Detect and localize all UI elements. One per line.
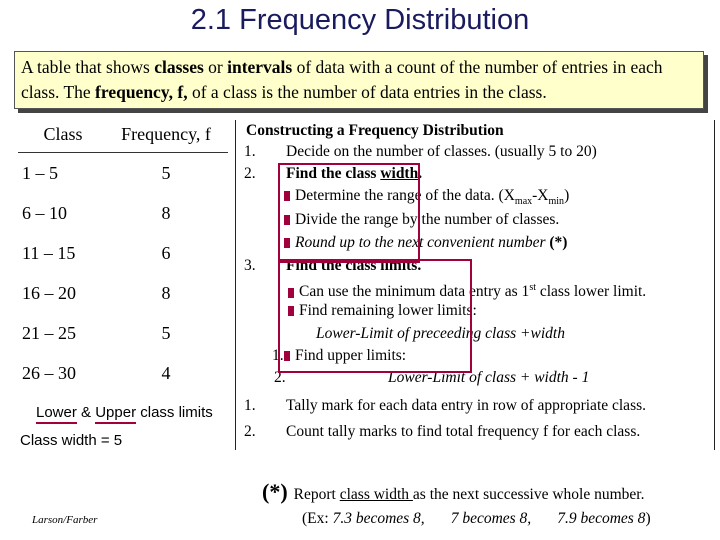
step-2-bullet-2 [284,210,559,230]
class-limits-note [36,404,213,421]
steps-heading: Constructing a Frequency Distribution [246,122,504,139]
step-2-width: width [380,165,419,182]
header-frequency: Frequency, f [104,116,228,153]
upper-limit-item [284,346,406,366]
steps-panel [235,120,715,450]
definition-intervals: intervals [227,57,293,77]
bullet-text: Find remaining lower limits: [299,302,477,319]
square-bullet-icon [284,238,290,248]
definition-text-1: A table that shows [21,57,155,77]
bullet-sub-min: min [548,196,565,208]
step-4-text: Tally mark for each data entry in row of appropriate class. [286,397,647,414]
frequency-cell: 5 [161,162,171,183]
step-2-c: . [418,165,423,182]
class-cell: 21 – 25 [22,322,76,343]
step-number: 2. [244,165,256,182]
square-bullet-icon [284,215,290,225]
definition-frequency: frequency, f, [95,82,188,102]
bullet-text: Divide the range by the number of classes. [295,211,560,228]
upper-label: Upper [95,404,136,424]
upper-limit-formula: Lower-Limit of class + width - 1 [388,369,590,386]
frequency-cell: 5 [161,322,171,343]
step-3-text: Find the class limits. [286,257,422,274]
page-title: 2.1 Frequency Distribution [190,4,530,36]
class-cell: 6 – 10 [22,202,67,223]
header-class: Class [18,116,104,153]
bullet-text: Find upper limits: [295,347,407,364]
step-2-bullet-3 [284,233,567,253]
table-row [18,313,228,353]
author-credit: Larson/Farber [32,514,98,526]
table-row [18,153,228,194]
step-2-a: Find the class [286,165,381,182]
bullet-text-a: Determine the range of the data. (X [295,187,515,204]
class-cell: 1 – 5 [22,162,58,183]
bullet-text-b: class lower limit. [535,283,647,301]
frequency-cell: 8 [161,282,171,303]
class-width-note: Class width = 5 [20,432,123,449]
step-3-bullet-2 [288,301,477,321]
step-number: 1. [244,397,256,414]
lower-label: Lower [36,404,77,424]
sub-number: 1. [272,347,284,364]
footnote-line-2 [302,510,651,528]
footnote-ex: (Ex: [302,510,333,527]
definition-classes: classes [154,57,204,77]
step-1-text: Decide on the number of classes. (usually 5 to 20) [286,143,597,160]
example-1: 7.3 becomes 8, [332,510,425,527]
bullet-text-c: ) [564,187,570,204]
sub-number: 2. [274,369,286,386]
step-2-text [286,164,422,184]
definition-text-4: of a class is the number of data entries in the class. [187,82,547,102]
definition-text-3: of data with a count of the number of entries in each class. The [21,57,663,102]
frequency-cell: 6 [161,242,171,263]
footnote-line-1 [262,479,644,505]
class-cell: 11 – 15 [22,242,76,263]
square-bullet-icon [284,351,290,361]
step-number: 1. [244,143,256,160]
bullet-sub-max: max [514,196,533,208]
square-bullet-icon [288,288,294,298]
example-2: 7 becomes 8, [450,510,532,527]
frequency-cell: 4 [161,362,171,383]
frequency-cell: 8 [161,202,171,223]
bullet-sup: st [529,282,536,293]
step-5-text: Count tally marks to find total frequency f for each class. [286,423,641,440]
amp-label: & [76,404,96,421]
footnote-a: Report [293,486,340,503]
definition-text-2: or [203,57,228,77]
table-row [18,193,228,233]
definition-box [14,51,704,109]
square-bullet-icon [288,306,294,316]
bullet-text: Round up to the next convenient number [295,234,550,251]
square-bullet-icon [284,191,290,201]
table-row [18,233,228,273]
footnote-close: ) [645,510,651,527]
bullet-text-a: Can use the minimum data entry as 1 [299,283,530,301]
asterisk-ref: (*) [549,234,568,251]
step-number: 2. [244,423,256,440]
table-header-row [18,116,228,153]
step-3-bullet-1 [288,278,646,302]
footnote-c: as the next successive whole number. [412,486,645,503]
frequency-table [18,116,228,393]
table-row [18,353,228,393]
class-cell: 26 – 30 [22,362,76,383]
class-cell: 16 – 20 [22,282,76,303]
footnote-class-width: class width [339,486,413,503]
bullet-text-b: -X [532,187,549,204]
step-2-bullet-1 [284,186,569,212]
lower-limit-formula: Lower-Limit of preceeding class +width [316,325,565,342]
step-number: 3. [244,257,256,274]
table-row [18,273,228,313]
example-3: 7.9 becomes 8 [557,510,646,527]
footnote-star: (*) [262,479,288,504]
limits-rest: class limits [136,404,213,421]
